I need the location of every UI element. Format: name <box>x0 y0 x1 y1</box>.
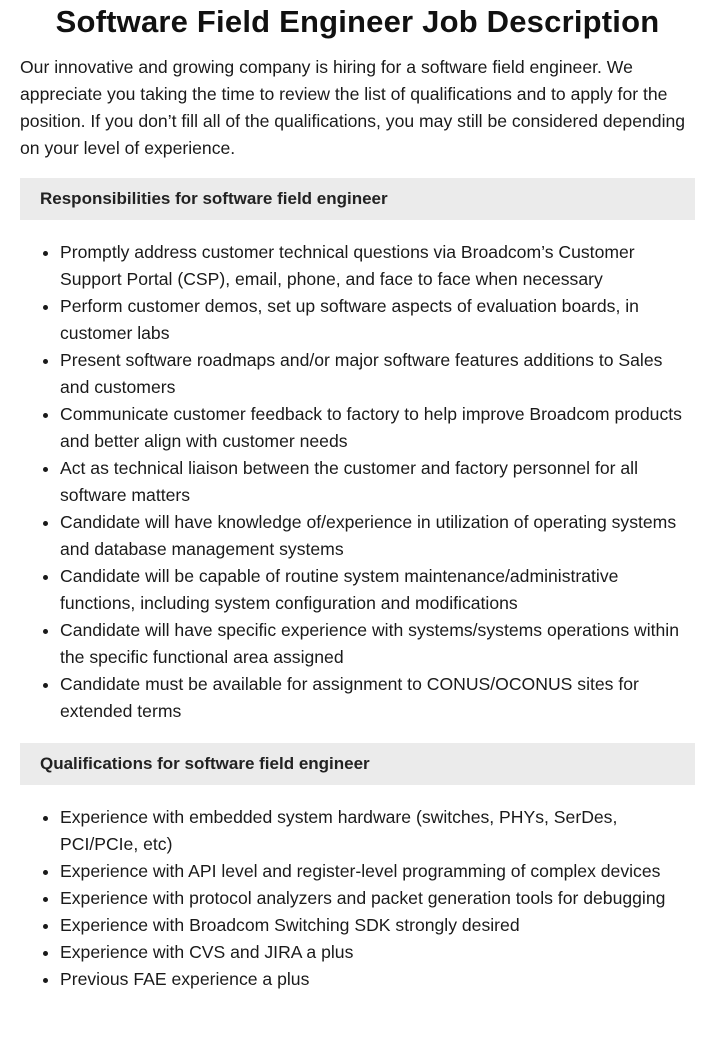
list-item: • Candidate will have specific experience with systems/systems operations within the specific functional area assigned <box>60 617 695 671</box>
list-item: • Experience with embedded system hardware (switches, PHYs, SerDes, PCI/PCIe, etc) <box>60 804 695 858</box>
list-item: • Experience with API level and register-level programming of complex devices <box>60 858 695 885</box>
responsibilities-heading: Responsibilities for software field engineer <box>20 178 695 220</box>
list-item: • Promptly address customer technical questions via Broadcom’s Customer Support Portal (CSP), email, phone, and face to face when necessary <box>60 239 695 293</box>
list-item: • Candidate will be capable of routine system maintenance/administrative functions, including system configuration and modifications <box>60 563 695 617</box>
list-item: • Act as technical liaison between the customer and factory personnel for all software matters <box>60 455 695 509</box>
list-item: • Experience with CVS and JIRA a plus <box>60 939 695 966</box>
list-item: • Communicate customer feedback to factory to help improve Broadcom products and better align with customer needs <box>60 401 695 455</box>
qualifications-heading: Qualifications for software field engineer <box>20 743 695 785</box>
list-item: • Candidate will have knowledge of/experience in utilization of operating systems and database management systems <box>60 509 695 563</box>
list-item: • Experience with Broadcom Switching SDK strongly desired <box>60 912 695 939</box>
list-item: • Perform customer demos, set up software aspects of evaluation boards, in customer labs <box>60 293 695 347</box>
responsibilities-list <box>20 239 695 725</box>
list-item: • Present software roadmaps and/or major software features additions to Sales and customers <box>60 347 695 401</box>
intro-paragraph: Our innovative and growing company is hiring for a software field engineer. We appreciate you taking the time to review the list of qualifications and to apply for the position. If you don’t fill all of the qualifications, you may still be considered depending on your level of experience. <box>20 57 686 158</box>
qualifications-list <box>20 804 695 993</box>
list-item: • Candidate must be available for assignment to CONUS/OCONUS sites for extended terms <box>60 671 695 725</box>
list-item: • Experience with protocol analyzers and packet generation tools for debugging <box>60 885 695 912</box>
list-item: • Previous FAE experience a plus <box>60 966 695 993</box>
page-title: Software Field Engineer Job Description <box>55 4 660 39</box>
